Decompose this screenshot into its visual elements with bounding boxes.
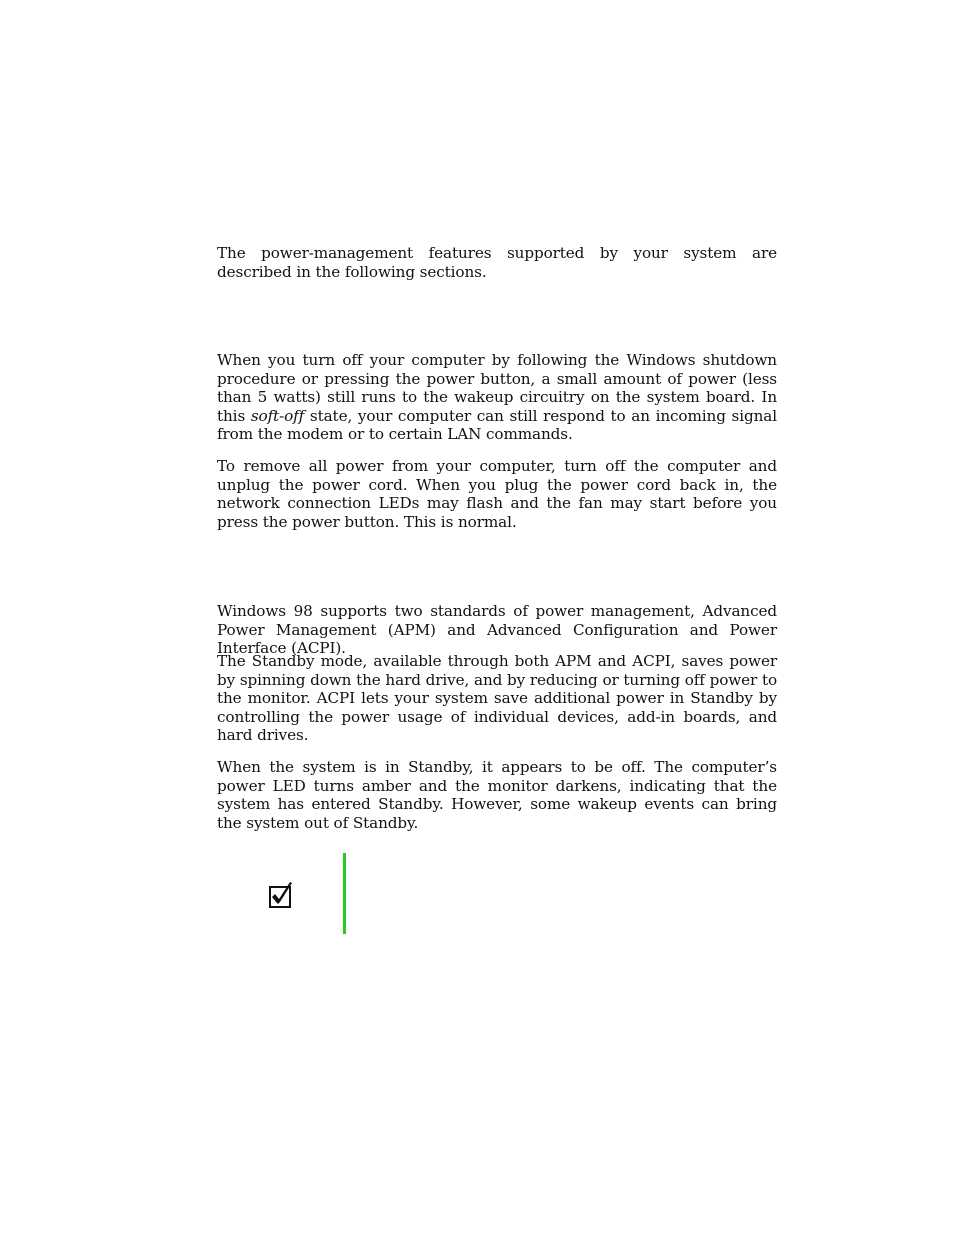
soft-off-text-start: When you turn off your computer by following the Windows shutdown procedure or pressing the power button, a small amount of power (less than 5 watts) still runs to the wakeup circuitry on the system board. In this	[217, 351, 777, 425]
standby-mode-paragraph: The Standby mode, available through both APM and ACPI, saves power by spinning down the hard drive, and by reducing or turning off power to the monitor. ACPI lets your system save additional power in Standby by controlling the power usage of individual devices, add-in boards, and hard drives.	[217, 652, 777, 745]
standby-state-paragraph: When the system is in Standby, it appears to be off. The computer’s power LED turns amber and the monitor darkens, indicating that the system has entered Standby. However, some wakeup events can bring the system out of Standby.	[217, 758, 777, 832]
soft-off-paragraph	[217, 351, 777, 444]
checkmark-box-icon	[268, 881, 295, 909]
intro-paragraph: The power-management features supported by your system are described in the following sections.	[217, 244, 777, 281]
soft-off-text-end: state, your computer can still respond to an incoming signal from the modem or to certain LAN commands.	[217, 406, 777, 444]
soft-off-term: soft-off	[250, 406, 305, 425]
power-standards-paragraph: Windows 98 supports two standards of power management, Advanced Power Management (APM) and Advanced Configuration and Power Interface (ACPI).	[217, 602, 777, 658]
note-bar	[343, 853, 346, 934]
remove-power-paragraph: To remove all power from your computer, turn off the computer and unplug the power cord. When you plug the power cord back in, the network connection LEDs may flash and the fan may start before you press the power button. This is normal.	[217, 457, 777, 531]
